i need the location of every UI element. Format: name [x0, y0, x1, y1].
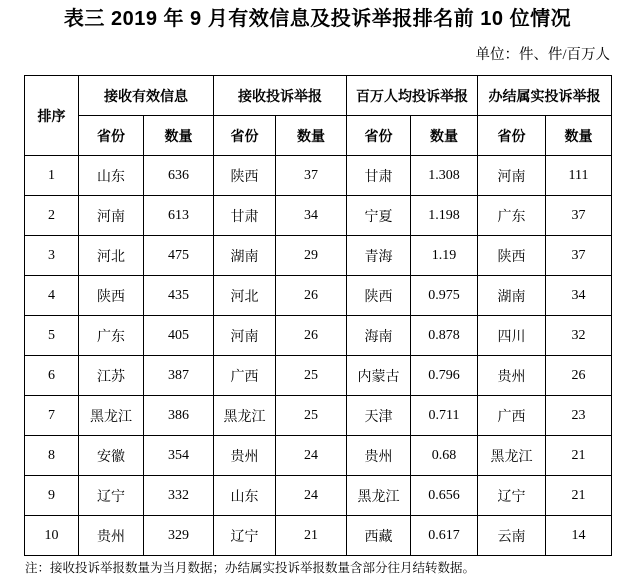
quantity-cell: 0.975 — [411, 276, 478, 316]
quantity-cell: 0.656 — [411, 476, 478, 516]
province-cell: 河北 — [214, 276, 276, 316]
province-cell: 河北 — [79, 236, 144, 276]
unit-label: 单位：件、件/百万人 — [475, 47, 610, 63]
group-header-row — [25, 76, 612, 116]
rank-cell: 2 — [25, 196, 79, 236]
col-header-province-3: 省份 — [347, 116, 411, 156]
province-cell: 陕西 — [79, 276, 144, 316]
ranking-table — [24, 75, 612, 556]
province-cell: 山东 — [79, 156, 144, 196]
quantity-cell: 0.878 — [411, 316, 478, 356]
quantity-cell: 25 — [276, 396, 347, 436]
quantity-cell: 405 — [144, 316, 214, 356]
quantity-cell: 26 — [546, 356, 612, 396]
quantity-cell: 0.711 — [411, 396, 478, 436]
page-title: 表三 2019 年 9 月有效信息及投诉举报排名前 10 位情况 — [63, 8, 572, 30]
table-row — [25, 316, 612, 356]
province-cell: 陕西 — [478, 236, 546, 276]
province-cell: 陕西 — [347, 276, 411, 316]
quantity-cell: 37 — [276, 156, 347, 196]
province-cell: 黑龙江 — [347, 476, 411, 516]
province-cell: 辽宁 — [214, 516, 276, 556]
quantity-cell: 354 — [144, 436, 214, 476]
quantity-cell: 0.68 — [411, 436, 478, 476]
province-cell: 河南 — [214, 316, 276, 356]
quantity-cell: 1.198 — [411, 196, 478, 236]
province-cell: 湖南 — [478, 276, 546, 316]
province-cell: 西藏 — [347, 516, 411, 556]
province-cell: 贵州 — [214, 436, 276, 476]
quantity-cell: 37 — [546, 196, 612, 236]
quantity-cell: 26 — [276, 316, 347, 356]
quantity-cell: 14 — [546, 516, 612, 556]
quantity-cell: 111 — [546, 156, 612, 196]
quantity-cell: 26 — [276, 276, 347, 316]
rank-cell: 8 — [25, 436, 79, 476]
table-row — [25, 396, 612, 436]
col-header-province-4: 省份 — [478, 116, 546, 156]
footnote: 注：接收投诉举报数量为当月数据；办结属实投诉举报数量含部分往月结转数据。 — [25, 561, 476, 575]
quantity-cell: 37 — [546, 236, 612, 276]
province-cell: 河南 — [79, 196, 144, 236]
quantity-cell: 0.796 — [411, 356, 478, 396]
quantity-cell: 21 — [546, 476, 612, 516]
province-cell: 贵州 — [79, 516, 144, 556]
rank-cell: 3 — [25, 236, 79, 276]
col-header-quantity-3: 数量 — [411, 116, 478, 156]
province-cell: 内蒙古 — [347, 356, 411, 396]
table-row — [25, 156, 612, 196]
group-header-valid-info: 接收有效信息 — [79, 76, 214, 116]
province-cell: 青海 — [347, 236, 411, 276]
quantity-cell: 475 — [144, 236, 214, 276]
province-cell: 江苏 — [79, 356, 144, 396]
col-header-province-2: 省份 — [214, 116, 276, 156]
province-cell: 甘肃 — [347, 156, 411, 196]
province-cell: 湖南 — [214, 236, 276, 276]
province-cell: 黑龙江 — [214, 396, 276, 436]
quantity-cell: 332 — [144, 476, 214, 516]
quantity-cell: 29 — [276, 236, 347, 276]
table-row — [25, 476, 612, 516]
quantity-cell: 1.19 — [411, 236, 478, 276]
quantity-cell: 34 — [546, 276, 612, 316]
rank-cell: 6 — [25, 356, 79, 396]
col-header-quantity-1: 数量 — [144, 116, 214, 156]
col-header-quantity-4: 数量 — [546, 116, 612, 156]
col-header-province-1: 省份 — [79, 116, 144, 156]
table-row — [25, 236, 612, 276]
quantity-cell: 32 — [546, 316, 612, 356]
table-body — [25, 156, 612, 556]
quantity-cell: 24 — [276, 436, 347, 476]
quantity-cell: 23 — [546, 396, 612, 436]
province-cell: 宁夏 — [347, 196, 411, 236]
quantity-cell: 34 — [276, 196, 347, 236]
rank-column-header: 排序 — [25, 76, 79, 156]
province-cell: 海南 — [347, 316, 411, 356]
quantity-cell: 21 — [276, 516, 347, 556]
province-cell: 辽宁 — [79, 476, 144, 516]
province-cell: 安徽 — [79, 436, 144, 476]
table-row — [25, 276, 612, 316]
table-row — [25, 516, 612, 556]
province-cell: 天津 — [347, 396, 411, 436]
quantity-cell: 613 — [144, 196, 214, 236]
rank-cell: 10 — [25, 516, 79, 556]
rank-cell: 5 — [25, 316, 79, 356]
province-cell: 贵州 — [478, 356, 546, 396]
province-cell: 广西 — [214, 356, 276, 396]
quantity-cell: 636 — [144, 156, 214, 196]
table-row — [25, 436, 612, 476]
province-cell: 云南 — [478, 516, 546, 556]
province-cell: 广西 — [478, 396, 546, 436]
quantity-cell: 21 — [546, 436, 612, 476]
quantity-cell: 1.308 — [411, 156, 478, 196]
province-cell: 甘肃 — [214, 196, 276, 236]
quantity-cell: 24 — [276, 476, 347, 516]
province-cell: 黑龙江 — [478, 436, 546, 476]
province-cell: 四川 — [478, 316, 546, 356]
quantity-cell: 387 — [144, 356, 214, 396]
table-row — [25, 196, 612, 236]
rank-cell: 9 — [25, 476, 79, 516]
province-cell: 山东 — [214, 476, 276, 516]
table-row — [25, 356, 612, 396]
group-header-concluded: 办结属实投诉举报 — [478, 76, 612, 116]
group-header-per-million: 百万人均投诉举报 — [347, 76, 478, 116]
province-cell: 陕西 — [214, 156, 276, 196]
quantity-cell: 0.617 — [411, 516, 478, 556]
province-cell: 广东 — [478, 196, 546, 236]
table-header — [25, 76, 612, 156]
quantity-cell: 329 — [144, 516, 214, 556]
rank-cell: 7 — [25, 396, 79, 436]
group-header-complaints: 接收投诉举报 — [214, 76, 347, 116]
province-cell: 辽宁 — [478, 476, 546, 516]
quantity-cell: 25 — [276, 356, 347, 396]
province-cell: 河南 — [478, 156, 546, 196]
rank-cell: 1 — [25, 156, 79, 196]
quantity-cell: 386 — [144, 396, 214, 436]
province-cell: 贵州 — [347, 436, 411, 476]
province-cell: 广东 — [79, 316, 144, 356]
quantity-cell: 435 — [144, 276, 214, 316]
province-cell: 黑龙江 — [79, 396, 144, 436]
rank-cell: 4 — [25, 276, 79, 316]
sub-header-row — [25, 116, 612, 156]
col-header-quantity-2: 数量 — [276, 116, 347, 156]
